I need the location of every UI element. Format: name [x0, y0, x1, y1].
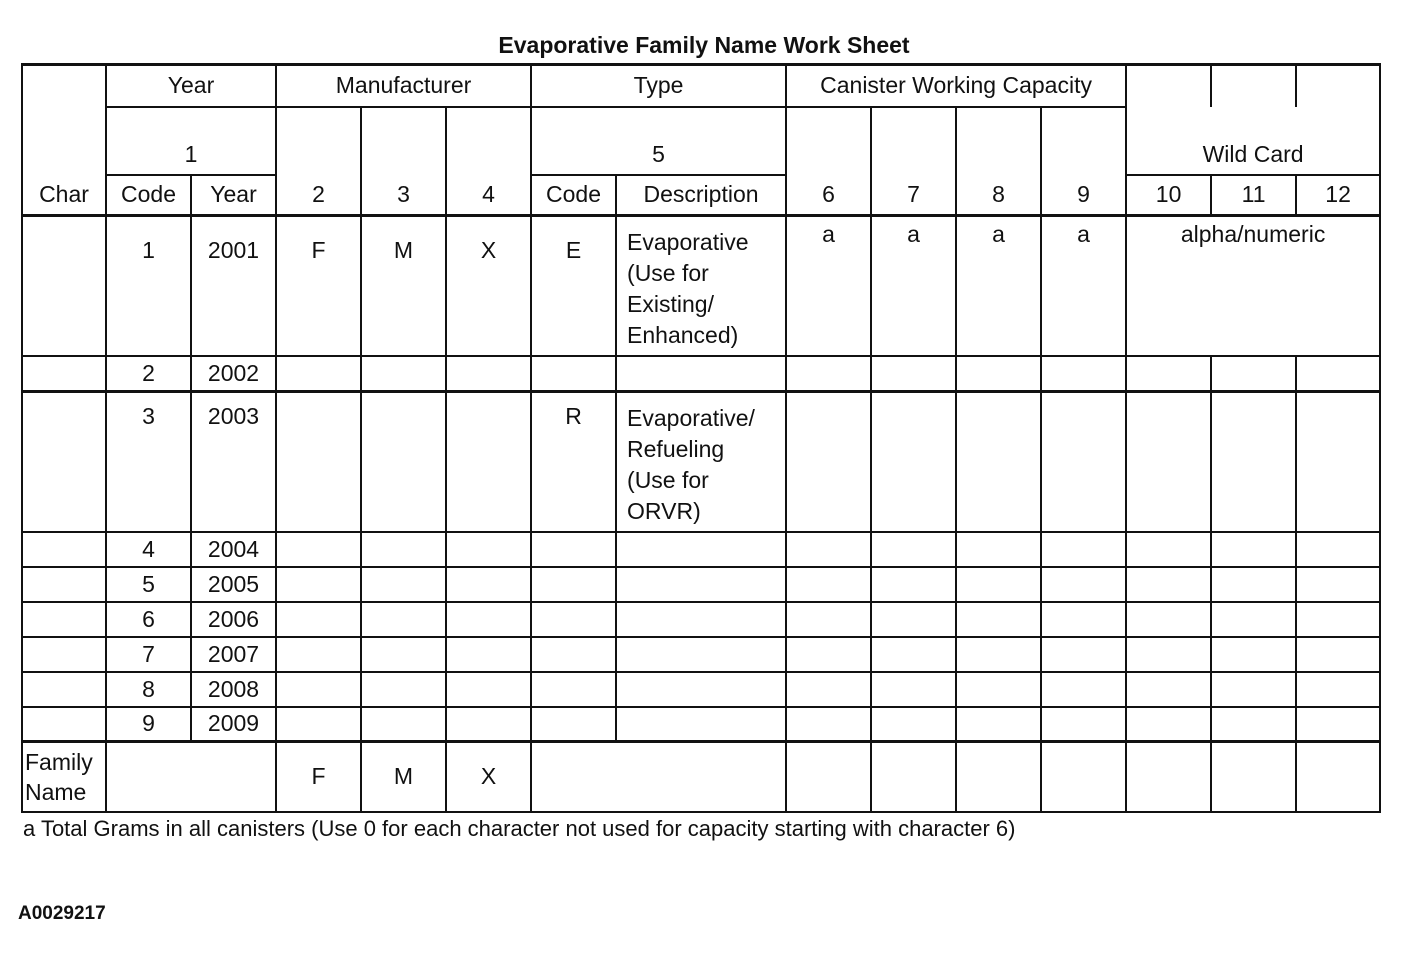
empty-cell — [871, 637, 956, 672]
empty-cell — [871, 532, 956, 567]
empty-cell — [276, 672, 361, 707]
type-code-cell: E — [531, 216, 616, 357]
empty-cell — [1296, 356, 1380, 391]
empty-cell — [956, 707, 1041, 742]
empty-cell — [276, 567, 361, 602]
empty-cell — [786, 602, 871, 637]
code-cell: 3 — [106, 391, 191, 532]
empty-cell — [446, 707, 531, 742]
figure-id: A0029217 — [18, 903, 106, 924]
header-pos-4: 4 — [446, 107, 531, 216]
empty-cell — [616, 356, 786, 391]
family-manufacturer-3: M — [361, 742, 446, 812]
empty-cell — [531, 567, 616, 602]
type-description-cell: Evaporative/ Refueling (Use for ORVR) — [616, 391, 786, 532]
code-cell: 1 — [106, 216, 191, 357]
empty-cell — [531, 637, 616, 672]
year-cell: 2008 — [191, 672, 276, 707]
header-year-group: Year — [106, 65, 276, 107]
empty-cell — [276, 532, 361, 567]
empty-cell — [1126, 707, 1211, 742]
empty-cell — [361, 356, 446, 391]
empty-cell — [956, 637, 1041, 672]
header-pos-6: 6 — [786, 107, 871, 216]
char-cell — [22, 567, 106, 602]
code-cell: 2 — [106, 356, 191, 391]
year-cell: 2007 — [191, 637, 276, 672]
header-wildcard-top-11 — [1211, 65, 1296, 107]
header-pos-11: 11 — [1211, 175, 1296, 216]
type-code-cell: R — [531, 391, 616, 532]
table-row — [22, 532, 1380, 567]
empty-cell — [1041, 567, 1126, 602]
code-cell: 7 — [106, 637, 191, 672]
empty-cell — [871, 391, 956, 532]
table-row — [22, 637, 1380, 672]
empty-cell — [786, 707, 871, 742]
footnote: a Total Grams in all canisters (Use 0 for each character not used for capacity starting with character 6) — [23, 816, 1016, 841]
manufacturer-cell-3: M — [361, 216, 446, 357]
empty-cell — [446, 637, 531, 672]
empty-cell — [786, 567, 871, 602]
header-char: Char — [22, 65, 106, 216]
empty-cell — [446, 532, 531, 567]
empty-cell — [1211, 356, 1296, 391]
empty-cell — [956, 356, 1041, 391]
empty-cell — [871, 672, 956, 707]
empty-cell — [1126, 672, 1211, 707]
empty-cell — [1126, 532, 1211, 567]
code-cell: 5 — [106, 567, 191, 602]
empty-cell — [1211, 532, 1296, 567]
empty-cell — [1126, 637, 1211, 672]
empty-cell — [361, 672, 446, 707]
empty-cell — [1211, 391, 1296, 532]
family-cell-7 — [871, 742, 956, 812]
family-cell-12 — [1296, 742, 1380, 812]
empty-cell — [276, 637, 361, 672]
empty-cell — [1041, 672, 1126, 707]
year-cell: 2006 — [191, 602, 276, 637]
empty-cell — [1211, 672, 1296, 707]
empty-cell — [871, 602, 956, 637]
empty-cell — [1041, 602, 1126, 637]
header-row-numbers — [22, 107, 1380, 175]
code-cell: 9 — [106, 707, 191, 742]
header-pos-8: 8 — [956, 107, 1041, 216]
year-cell: 2004 — [191, 532, 276, 567]
header-manufacturer-group: Manufacturer — [276, 65, 531, 107]
empty-cell — [531, 602, 616, 637]
header-pos-2: 2 — [276, 107, 361, 216]
code-cell: 6 — [106, 602, 191, 637]
empty-cell — [276, 391, 361, 532]
header-type-code: Code — [531, 175, 616, 216]
empty-cell — [956, 672, 1041, 707]
empty-cell — [446, 356, 531, 391]
empty-cell — [1296, 602, 1380, 637]
family-year-cell — [106, 742, 276, 812]
table-row — [22, 391, 1380, 532]
worksheet-title: Evaporative Family Name Work Sheet — [498, 32, 910, 58]
year-cell: 2002 — [191, 356, 276, 391]
empty-cell — [1296, 391, 1380, 532]
empty-cell — [531, 532, 616, 567]
empty-cell — [871, 356, 956, 391]
header-wild-card: Wild Card — [1126, 107, 1380, 175]
empty-cell — [1211, 707, 1296, 742]
empty-cell — [1296, 567, 1380, 602]
empty-cell — [616, 707, 786, 742]
empty-cell — [276, 356, 361, 391]
header-code: Code — [106, 175, 191, 216]
empty-cell — [786, 356, 871, 391]
empty-cell — [1296, 637, 1380, 672]
empty-cell — [276, 707, 361, 742]
empty-cell — [1126, 356, 1211, 391]
year-cell: 2003 — [191, 391, 276, 532]
empty-cell — [1126, 602, 1211, 637]
empty-cell — [531, 707, 616, 742]
empty-cell — [956, 532, 1041, 567]
empty-cell — [361, 637, 446, 672]
code-cell: 4 — [106, 532, 191, 567]
header-pos-9: 9 — [1041, 107, 1126, 216]
empty-cell — [446, 391, 531, 532]
empty-cell — [1211, 602, 1296, 637]
family-cell-8 — [956, 742, 1041, 812]
capacity-cell-7: a — [871, 216, 956, 357]
header-wildcard-top-10 — [1126, 65, 1211, 107]
empty-cell — [1126, 391, 1211, 532]
empty-cell — [616, 602, 786, 637]
table-row — [22, 567, 1380, 602]
table-row — [22, 216, 1380, 357]
empty-cell — [956, 567, 1041, 602]
worksheet-table — [21, 63, 1381, 813]
empty-cell — [1296, 672, 1380, 707]
empty-cell — [446, 567, 531, 602]
family-name-row — [22, 742, 1380, 812]
empty-cell — [616, 567, 786, 602]
empty-cell — [1041, 356, 1126, 391]
empty-cell — [361, 567, 446, 602]
empty-cell — [1296, 532, 1380, 567]
family-cell-11 — [1211, 742, 1296, 812]
empty-cell — [361, 602, 446, 637]
header-description: Description — [616, 175, 786, 216]
family-manufacturer-4: X — [446, 742, 531, 812]
table-row — [22, 707, 1380, 742]
char-cell — [22, 637, 106, 672]
header-pos-10: 10 — [1126, 175, 1211, 216]
header-pos-7: 7 — [871, 107, 956, 216]
year-cell: 2005 — [191, 567, 276, 602]
empty-cell — [1126, 567, 1211, 602]
char-cell — [22, 672, 106, 707]
empty-cell — [786, 637, 871, 672]
empty-cell — [276, 602, 361, 637]
char-cell — [22, 707, 106, 742]
empty-cell — [1296, 707, 1380, 742]
capacity-cell-6: a — [786, 216, 871, 357]
empty-cell — [446, 602, 531, 637]
empty-cell — [1041, 637, 1126, 672]
char-cell — [22, 216, 106, 357]
empty-cell — [871, 567, 956, 602]
table-row — [22, 602, 1380, 637]
empty-cell — [871, 707, 956, 742]
table-row — [22, 672, 1380, 707]
header-capacity-group: Canister Working Capacity — [786, 65, 1126, 107]
code-cell: 8 — [106, 672, 191, 707]
empty-cell — [616, 637, 786, 672]
manufacturer-cell-2: F — [276, 216, 361, 357]
header-year: Year — [191, 175, 276, 216]
empty-cell — [786, 672, 871, 707]
empty-cell — [361, 391, 446, 532]
capacity-cell-9: a — [1041, 216, 1126, 357]
empty-cell — [616, 672, 786, 707]
empty-cell — [616, 532, 786, 567]
header-pos-1: 1 — [106, 107, 276, 175]
empty-cell — [361, 532, 446, 567]
char-cell — [22, 391, 106, 532]
empty-cell — [1211, 637, 1296, 672]
header-pos-12: 12 — [1296, 175, 1380, 216]
family-type-cell — [531, 742, 786, 812]
table-row — [22, 356, 1380, 391]
capacity-cell-8: a — [956, 216, 1041, 357]
year-cell: 2001 — [191, 216, 276, 357]
header-row-groups — [22, 65, 1380, 107]
wildcard-cell: alpha/numeric — [1126, 216, 1380, 357]
family-cell-10 — [1126, 742, 1211, 812]
family-name-label: Family Name — [22, 742, 106, 812]
empty-cell — [956, 602, 1041, 637]
empty-cell — [1041, 707, 1126, 742]
char-cell — [22, 532, 106, 567]
empty-cell — [531, 672, 616, 707]
header-pos-3: 3 — [361, 107, 446, 216]
empty-cell — [1211, 567, 1296, 602]
family-cell-9 — [1041, 742, 1126, 812]
family-cell-6 — [786, 742, 871, 812]
year-cell: 2009 — [191, 707, 276, 742]
char-cell — [22, 602, 106, 637]
family-manufacturer-2: F — [276, 742, 361, 812]
char-cell — [22, 356, 106, 391]
empty-cell — [361, 707, 446, 742]
empty-cell — [1041, 532, 1126, 567]
empty-cell — [786, 391, 871, 532]
empty-cell — [1041, 391, 1126, 532]
header-pos-5: 5 — [531, 107, 786, 175]
header-wildcard-top-12 — [1296, 65, 1380, 107]
empty-cell — [786, 532, 871, 567]
empty-cell — [446, 672, 531, 707]
manufacturer-cell-4: X — [446, 216, 531, 357]
header-type-group: Type — [531, 65, 786, 107]
type-description-cell: Evaporative (Use for Existing/ Enhanced) — [616, 216, 786, 357]
header-row-sub — [22, 175, 1380, 216]
empty-cell — [956, 391, 1041, 532]
empty-cell — [531, 356, 616, 391]
